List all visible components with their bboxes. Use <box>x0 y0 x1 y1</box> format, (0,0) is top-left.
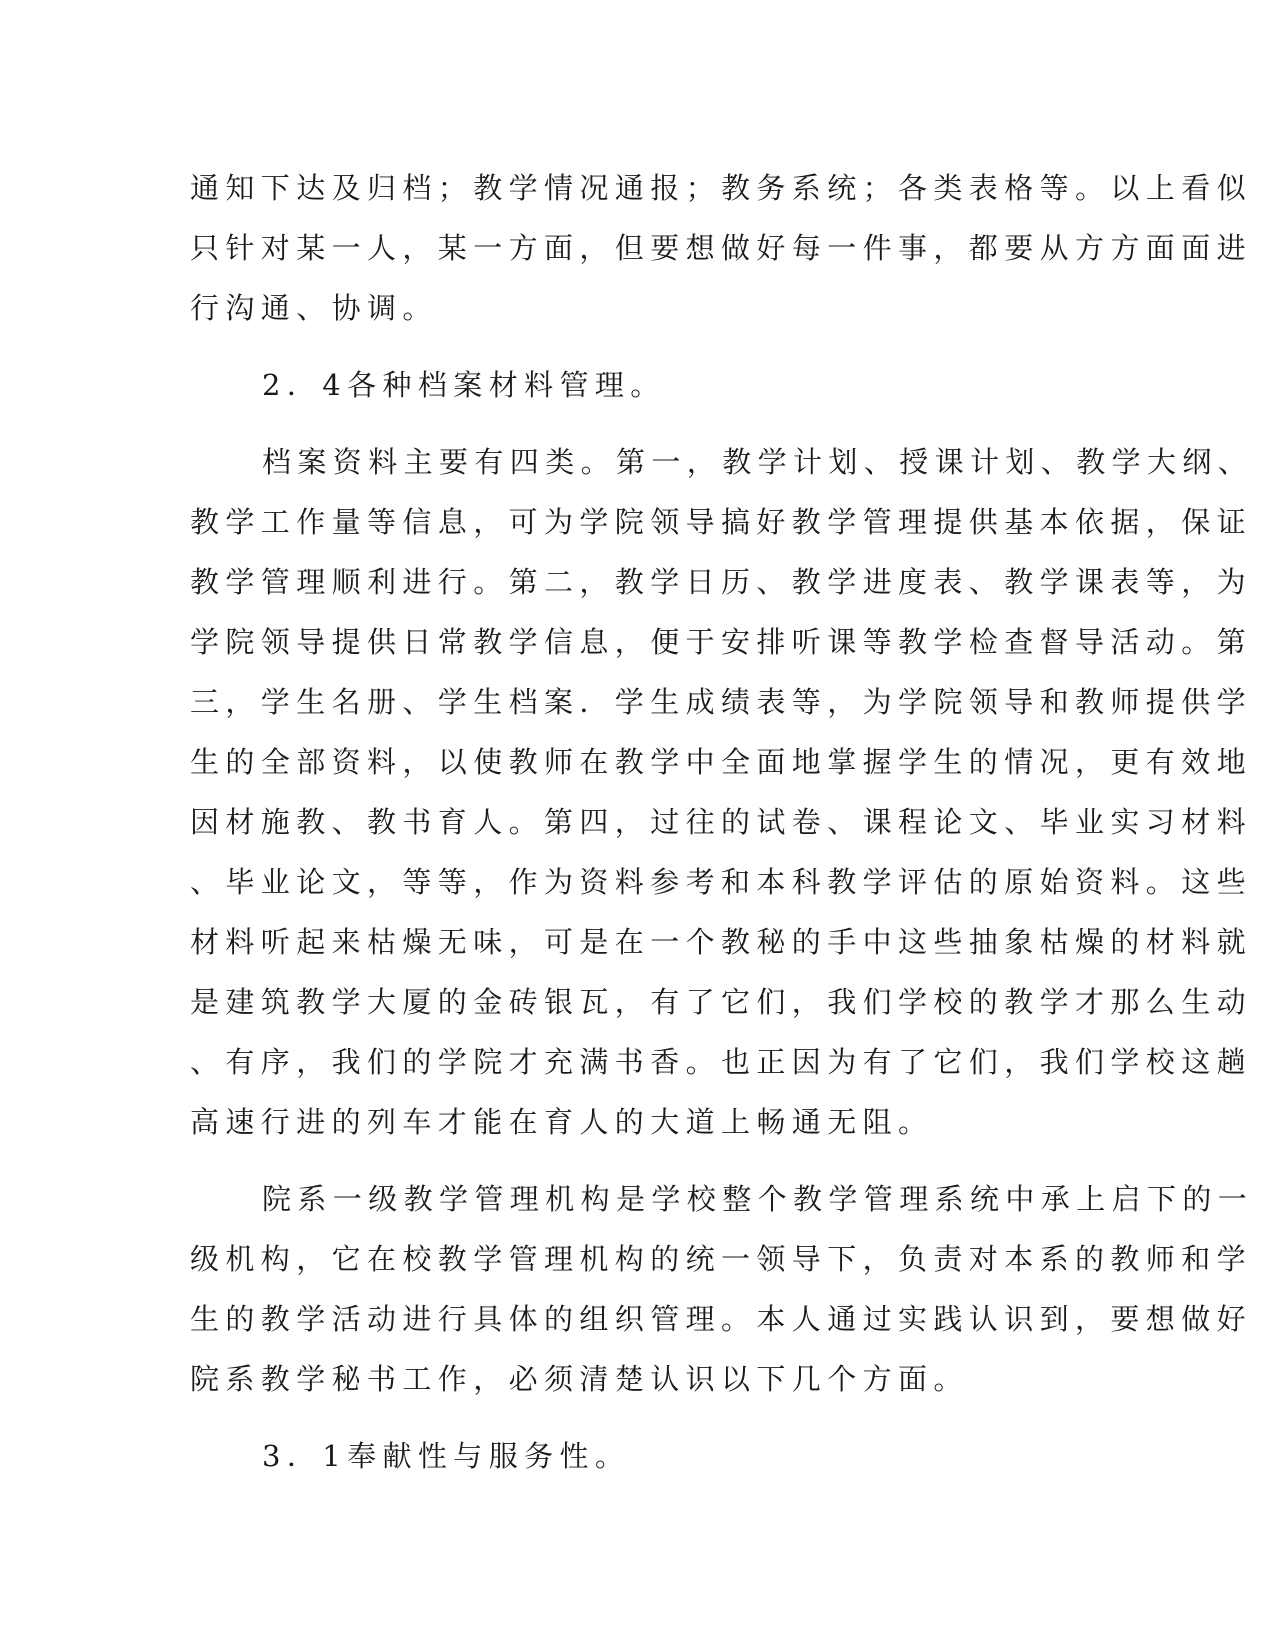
text-line: 生的教学活动进行具体的组织管理。本人通过实践认识到，要想做好 <box>190 1302 1253 1336</box>
text-line: 、有序，我们的学院才充满书香。也正因为有了它们，我们学校这趟 <box>190 1045 1253 1079</box>
text-line: 因材施教、教书育人。第四，过往的试卷、课程论文、毕业实习材料 <box>190 805 1253 839</box>
text-line: 档案资料主要有四类。第一，教学计划、授课计划、教学大纲、 <box>262 445 1254 479</box>
text-line: 、毕业论文，等等，作为资料参考和本科教学评估的原始资料。这些 <box>190 865 1253 899</box>
text-line: 只针对某一人，某一方面，但要想做好每一件事，都要从方方面面进 <box>190 231 1253 265</box>
text-line: 是建筑教学大厦的金砖银瓦，有了它们，我们学校的教学才那么生动 <box>190 985 1253 1019</box>
text-line: 材料听起来枯燥无味，可是在一个教秘的手中这些抽象枯燥的材料就 <box>190 925 1253 959</box>
paragraph-continuation <box>190 158 1253 338</box>
text-line: 教学管理顺利进行。第二，教学日历、教学进度表、教学课表等，为 <box>190 565 1253 599</box>
section-heading-2-4: 2．4各种档案材料管理。 <box>262 368 666 402</box>
paragraph-archives <box>190 432 1254 1152</box>
text-line: 高速行进的列车才能在育人的大道上畅通无阻。 <box>190 1105 934 1139</box>
section-heading-3-1: 3．1奉献性与服务性。 <box>262 1439 631 1473</box>
text-line: 三，学生名册、学生档案．学生成绩表等，为学院领导和教师提供学 <box>190 685 1253 719</box>
text-line: 院系一级教学管理机构是学校整个教学管理系统中承上启下的一 <box>262 1182 1254 1216</box>
text-line: 院系教学秘书工作，必须清楚认识以下几个方面。 <box>190 1362 969 1396</box>
text-line: 行沟通、协调。 <box>190 291 438 325</box>
text-line: 学院领导提供日常教学信息，便于安排听课等教学检查督导活动。第 <box>190 625 1253 659</box>
paragraph-department-management <box>190 1169 1254 1409</box>
text-line: 生的全部资料，以使教师在教学中全面地掌握学生的情况，更有效地 <box>190 745 1253 779</box>
text-line: 通知下达及归档；教学情况通报；教务系统；各类表格等。以上看似 <box>190 171 1253 205</box>
document-body <box>190 158 1254 1486</box>
text-line: 级机构，它在校教学管理机构的统一领导下，负责对本系的教师和学 <box>190 1242 1253 1276</box>
text-line: 教学工作量等信息，可为学院领导搞好教学管理提供基本依据，保证 <box>190 505 1253 539</box>
